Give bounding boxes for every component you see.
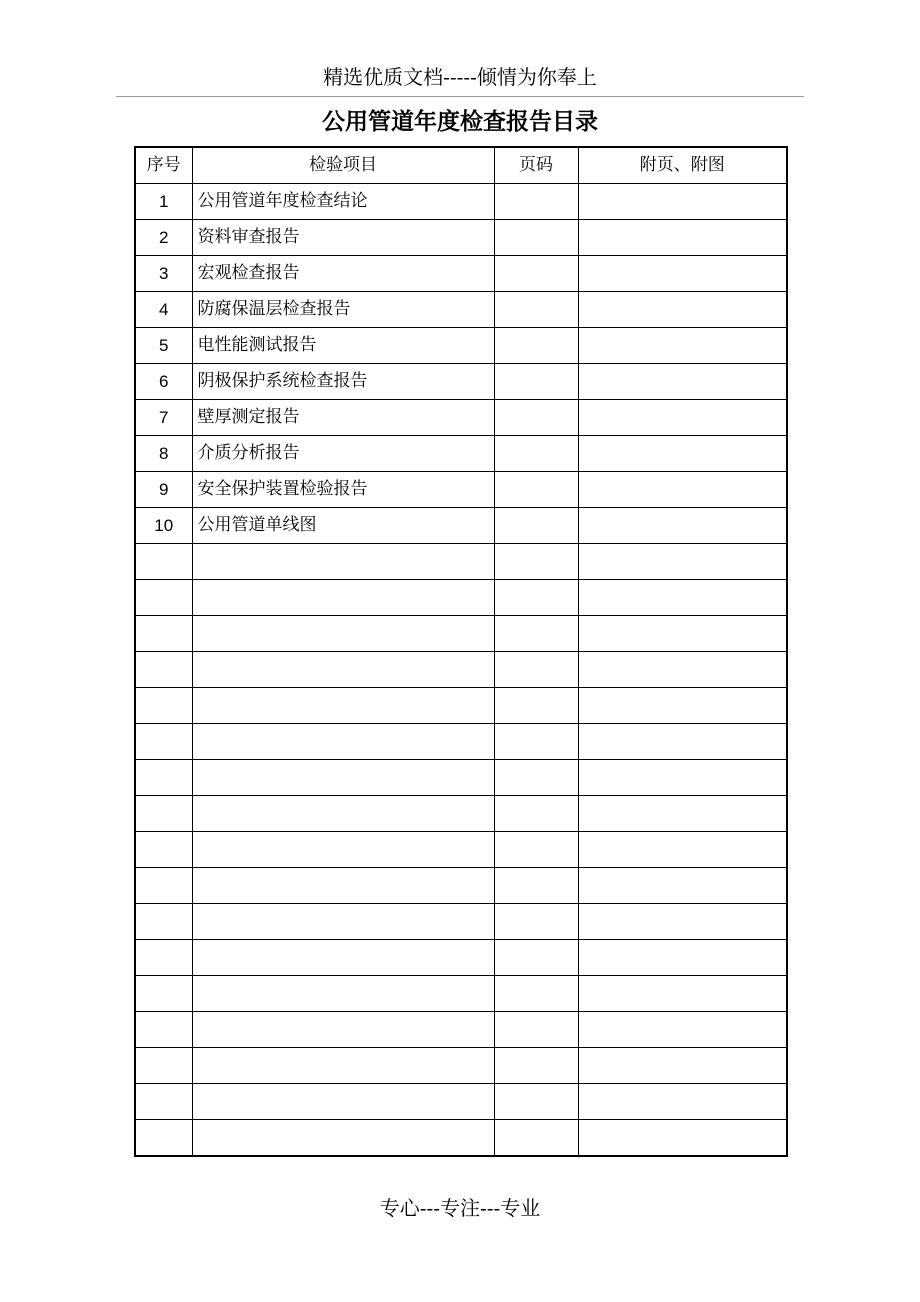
row-attachment xyxy=(578,184,787,220)
row-page xyxy=(494,724,578,760)
row-number: 4 xyxy=(135,292,192,328)
row-item: 公用管道单线图 xyxy=(192,508,494,544)
row-attachment xyxy=(578,508,787,544)
row-number xyxy=(135,652,192,688)
table-row xyxy=(135,292,787,328)
row-attachment xyxy=(578,904,787,940)
row-attachment xyxy=(578,724,787,760)
row-page xyxy=(494,940,578,976)
row-page xyxy=(494,1120,578,1157)
table-row xyxy=(135,976,787,1012)
row-page xyxy=(494,760,578,796)
row-number xyxy=(135,1084,192,1120)
column-header-attachment: 附页、附图 xyxy=(578,147,787,184)
table-row xyxy=(135,1084,787,1120)
row-number xyxy=(135,832,192,868)
table-row xyxy=(135,760,787,796)
row-page xyxy=(494,832,578,868)
row-item xyxy=(192,940,494,976)
row-number xyxy=(135,724,192,760)
row-number xyxy=(135,760,192,796)
row-item xyxy=(192,868,494,904)
row-item xyxy=(192,544,494,580)
row-item xyxy=(192,616,494,652)
row-item: 阴极保护系统检查报告 xyxy=(192,364,494,400)
row-attachment xyxy=(578,544,787,580)
row-item: 壁厚测定报告 xyxy=(192,400,494,436)
row-number xyxy=(135,544,192,580)
table-header-row xyxy=(135,147,787,184)
row-number: 7 xyxy=(135,400,192,436)
header-divider xyxy=(116,96,804,97)
row-number: 1 xyxy=(135,184,192,220)
table-row xyxy=(135,256,787,292)
row-attachment xyxy=(578,976,787,1012)
table-row xyxy=(135,1048,787,1084)
table-row xyxy=(135,220,787,256)
row-page xyxy=(494,616,578,652)
row-item: 电性能测试报告 xyxy=(192,328,494,364)
column-header-item: 检验项目 xyxy=(192,147,494,184)
row-item xyxy=(192,904,494,940)
row-attachment xyxy=(578,1084,787,1120)
row-item xyxy=(192,760,494,796)
row-attachment xyxy=(578,220,787,256)
row-attachment xyxy=(578,1048,787,1084)
table-row xyxy=(135,904,787,940)
row-item: 介质分析报告 xyxy=(192,436,494,472)
row-page xyxy=(494,580,578,616)
row-item: 公用管道年度检查结论 xyxy=(192,184,494,220)
row-page xyxy=(494,688,578,724)
row-page xyxy=(494,220,578,256)
row-page xyxy=(494,544,578,580)
table-row xyxy=(135,400,787,436)
table-row xyxy=(135,796,787,832)
row-number: 3 xyxy=(135,256,192,292)
table-row xyxy=(135,868,787,904)
table-row xyxy=(135,1012,787,1048)
row-number: 2 xyxy=(135,220,192,256)
row-number xyxy=(135,940,192,976)
table-row xyxy=(135,724,787,760)
row-number xyxy=(135,688,192,724)
row-item xyxy=(192,1084,494,1120)
row-page xyxy=(494,976,578,1012)
row-number: 8 xyxy=(135,436,192,472)
document-title: 公用管道年度检查报告目录 xyxy=(322,109,598,135)
row-attachment xyxy=(578,760,787,796)
row-page xyxy=(494,1048,578,1084)
table-row xyxy=(135,184,787,220)
table-row xyxy=(135,1120,787,1157)
table-row xyxy=(135,364,787,400)
row-page xyxy=(494,184,578,220)
table-row xyxy=(135,616,787,652)
row-number: 10 xyxy=(135,508,192,544)
row-item xyxy=(192,1048,494,1084)
row-item xyxy=(192,688,494,724)
row-attachment xyxy=(578,436,787,472)
row-page xyxy=(494,472,578,508)
row-page xyxy=(494,292,578,328)
row-page xyxy=(494,364,578,400)
row-item: 安全保护装置检验报告 xyxy=(192,472,494,508)
row-item: 资料审查报告 xyxy=(192,220,494,256)
row-page xyxy=(494,400,578,436)
row-item xyxy=(192,580,494,616)
row-attachment xyxy=(578,364,787,400)
table-row xyxy=(135,472,787,508)
row-number xyxy=(135,1012,192,1048)
row-attachment xyxy=(578,328,787,364)
row-item xyxy=(192,832,494,868)
row-page xyxy=(494,652,578,688)
row-item xyxy=(192,976,494,1012)
row-item: 宏观检查报告 xyxy=(192,256,494,292)
row-page xyxy=(494,904,578,940)
row-attachment xyxy=(578,688,787,724)
row-attachment xyxy=(578,796,787,832)
row-item: 防腐保温层检查报告 xyxy=(192,292,494,328)
table-row xyxy=(135,580,787,616)
row-number xyxy=(135,580,192,616)
row-item xyxy=(192,1120,494,1157)
row-attachment xyxy=(578,868,787,904)
row-attachment xyxy=(578,472,787,508)
page-header: 精选优质文档-----倾情为你奉上 xyxy=(323,65,597,89)
row-attachment xyxy=(578,832,787,868)
table-row xyxy=(135,508,787,544)
table-row xyxy=(135,940,787,976)
table-row xyxy=(135,652,787,688)
toc-table xyxy=(134,146,788,1157)
table-row xyxy=(135,544,787,580)
row-number xyxy=(135,904,192,940)
row-number: 6 xyxy=(135,364,192,400)
row-number xyxy=(135,616,192,652)
column-header-page: 页码 xyxy=(494,147,578,184)
row-item xyxy=(192,1012,494,1048)
row-attachment xyxy=(578,580,787,616)
row-attachment xyxy=(578,292,787,328)
row-page xyxy=(494,328,578,364)
row-item xyxy=(192,652,494,688)
row-number xyxy=(135,868,192,904)
row-page xyxy=(494,868,578,904)
row-number xyxy=(135,1120,192,1157)
row-number: 9 xyxy=(135,472,192,508)
row-attachment xyxy=(578,652,787,688)
row-number xyxy=(135,976,192,1012)
row-page xyxy=(494,508,578,544)
table-row xyxy=(135,436,787,472)
row-attachment xyxy=(578,940,787,976)
row-page xyxy=(494,1012,578,1048)
row-number xyxy=(135,796,192,832)
row-page xyxy=(494,1084,578,1120)
row-attachment xyxy=(578,1012,787,1048)
row-number: 5 xyxy=(135,328,192,364)
row-number xyxy=(135,1048,192,1084)
row-page xyxy=(494,256,578,292)
row-attachment xyxy=(578,256,787,292)
row-attachment xyxy=(578,616,787,652)
table-row xyxy=(135,328,787,364)
table-row xyxy=(135,688,787,724)
row-attachment xyxy=(578,400,787,436)
row-attachment xyxy=(578,1120,787,1157)
row-item xyxy=(192,724,494,760)
row-page xyxy=(494,436,578,472)
row-item xyxy=(192,796,494,832)
page-footer: 专心---专注---专业 xyxy=(379,1196,541,1220)
table-row xyxy=(135,832,787,868)
column-header-no: 序号 xyxy=(135,147,192,184)
row-page xyxy=(494,796,578,832)
